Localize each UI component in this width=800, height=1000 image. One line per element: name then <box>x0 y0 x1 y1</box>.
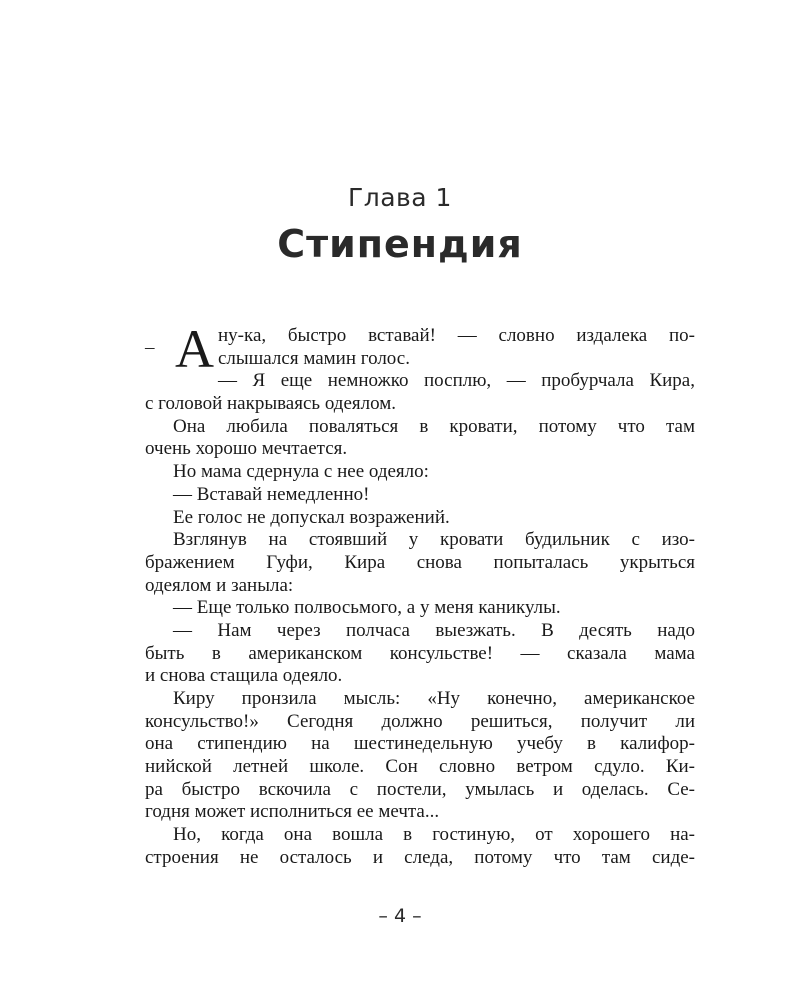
paragraph-line: и снова стащила одеяло. <box>145 665 343 687</box>
paragraph-line: быть в американском консульстве! — сказала мама <box>145 642 695 664</box>
paragraph-line: Но мама сдернула с нее одеяло: <box>173 461 429 483</box>
chapter-title: Стипендия <box>277 222 523 266</box>
paragraph-line: строения не осталось и следа, потому что там сиде- <box>145 846 695 868</box>
first-paragraph <box>145 319 695 379</box>
paragraph-line: ра быстро вскочила с постели, умылась и оделась. Се- <box>145 778 695 800</box>
paragraph-line: Но, когда она вошла в гостиную, от хорошего на- <box>173 824 695 846</box>
paragraph-line: ну-ка, быстро вставай! — словно издалека по- <box>218 325 695 346</box>
paragraph-line: консульство!» Сегодня должно решиться, получит ли <box>145 710 695 732</box>
paragraph-line: она стипендию на шестинедельную учебу в калифор- <box>145 733 695 755</box>
lead-dash: – <box>145 337 155 358</box>
body-text <box>145 319 695 870</box>
page-number: – 4 – <box>378 905 422 927</box>
paragraph-line: годня может исполниться ее мечта... <box>145 801 440 823</box>
dropcap: А <box>175 319 214 379</box>
paragraph-line: Киру пронзила мысль: «Ну конечно, американское <box>173 688 695 709</box>
paragraph-line: с головой накрываясь одеялом. <box>145 393 397 415</box>
paragraph-lines <box>145 370 695 869</box>
paragraph-line: — Нам через полчаса выезжать. В десять надо <box>173 619 695 641</box>
chapter-number: Глава 1 <box>348 183 452 212</box>
paragraph-line: одеялом и заныла: <box>145 574 294 596</box>
paragraph-line: бражением Гуфи, Кира снова попыталась укрыться <box>145 551 695 573</box>
paragraph-line: — Я еще немножко посплю, — пробурчала Кира, <box>218 370 695 392</box>
paragraph-line: очень хорошо мечтается. <box>145 438 348 460</box>
paragraph-line: — Еще только полвосьмого, а у меня каникулы. <box>173 597 561 619</box>
paragraph-line: Она любила поваляться в кровати, потому что там <box>173 415 695 437</box>
paragraph-line: Взглянув на стоявший у кровати будильник с изо- <box>173 529 695 551</box>
paragraph-line: Ее голос не допускал возражений. <box>173 506 450 528</box>
paragraph-line: нийской летней школе. Сон словно ветром сдуло. Ки- <box>145 756 695 778</box>
paragraph-line: слышался мамин голос. <box>218 347 410 369</box>
paragraph-line: — Вставай немедленно! <box>173 483 370 505</box>
